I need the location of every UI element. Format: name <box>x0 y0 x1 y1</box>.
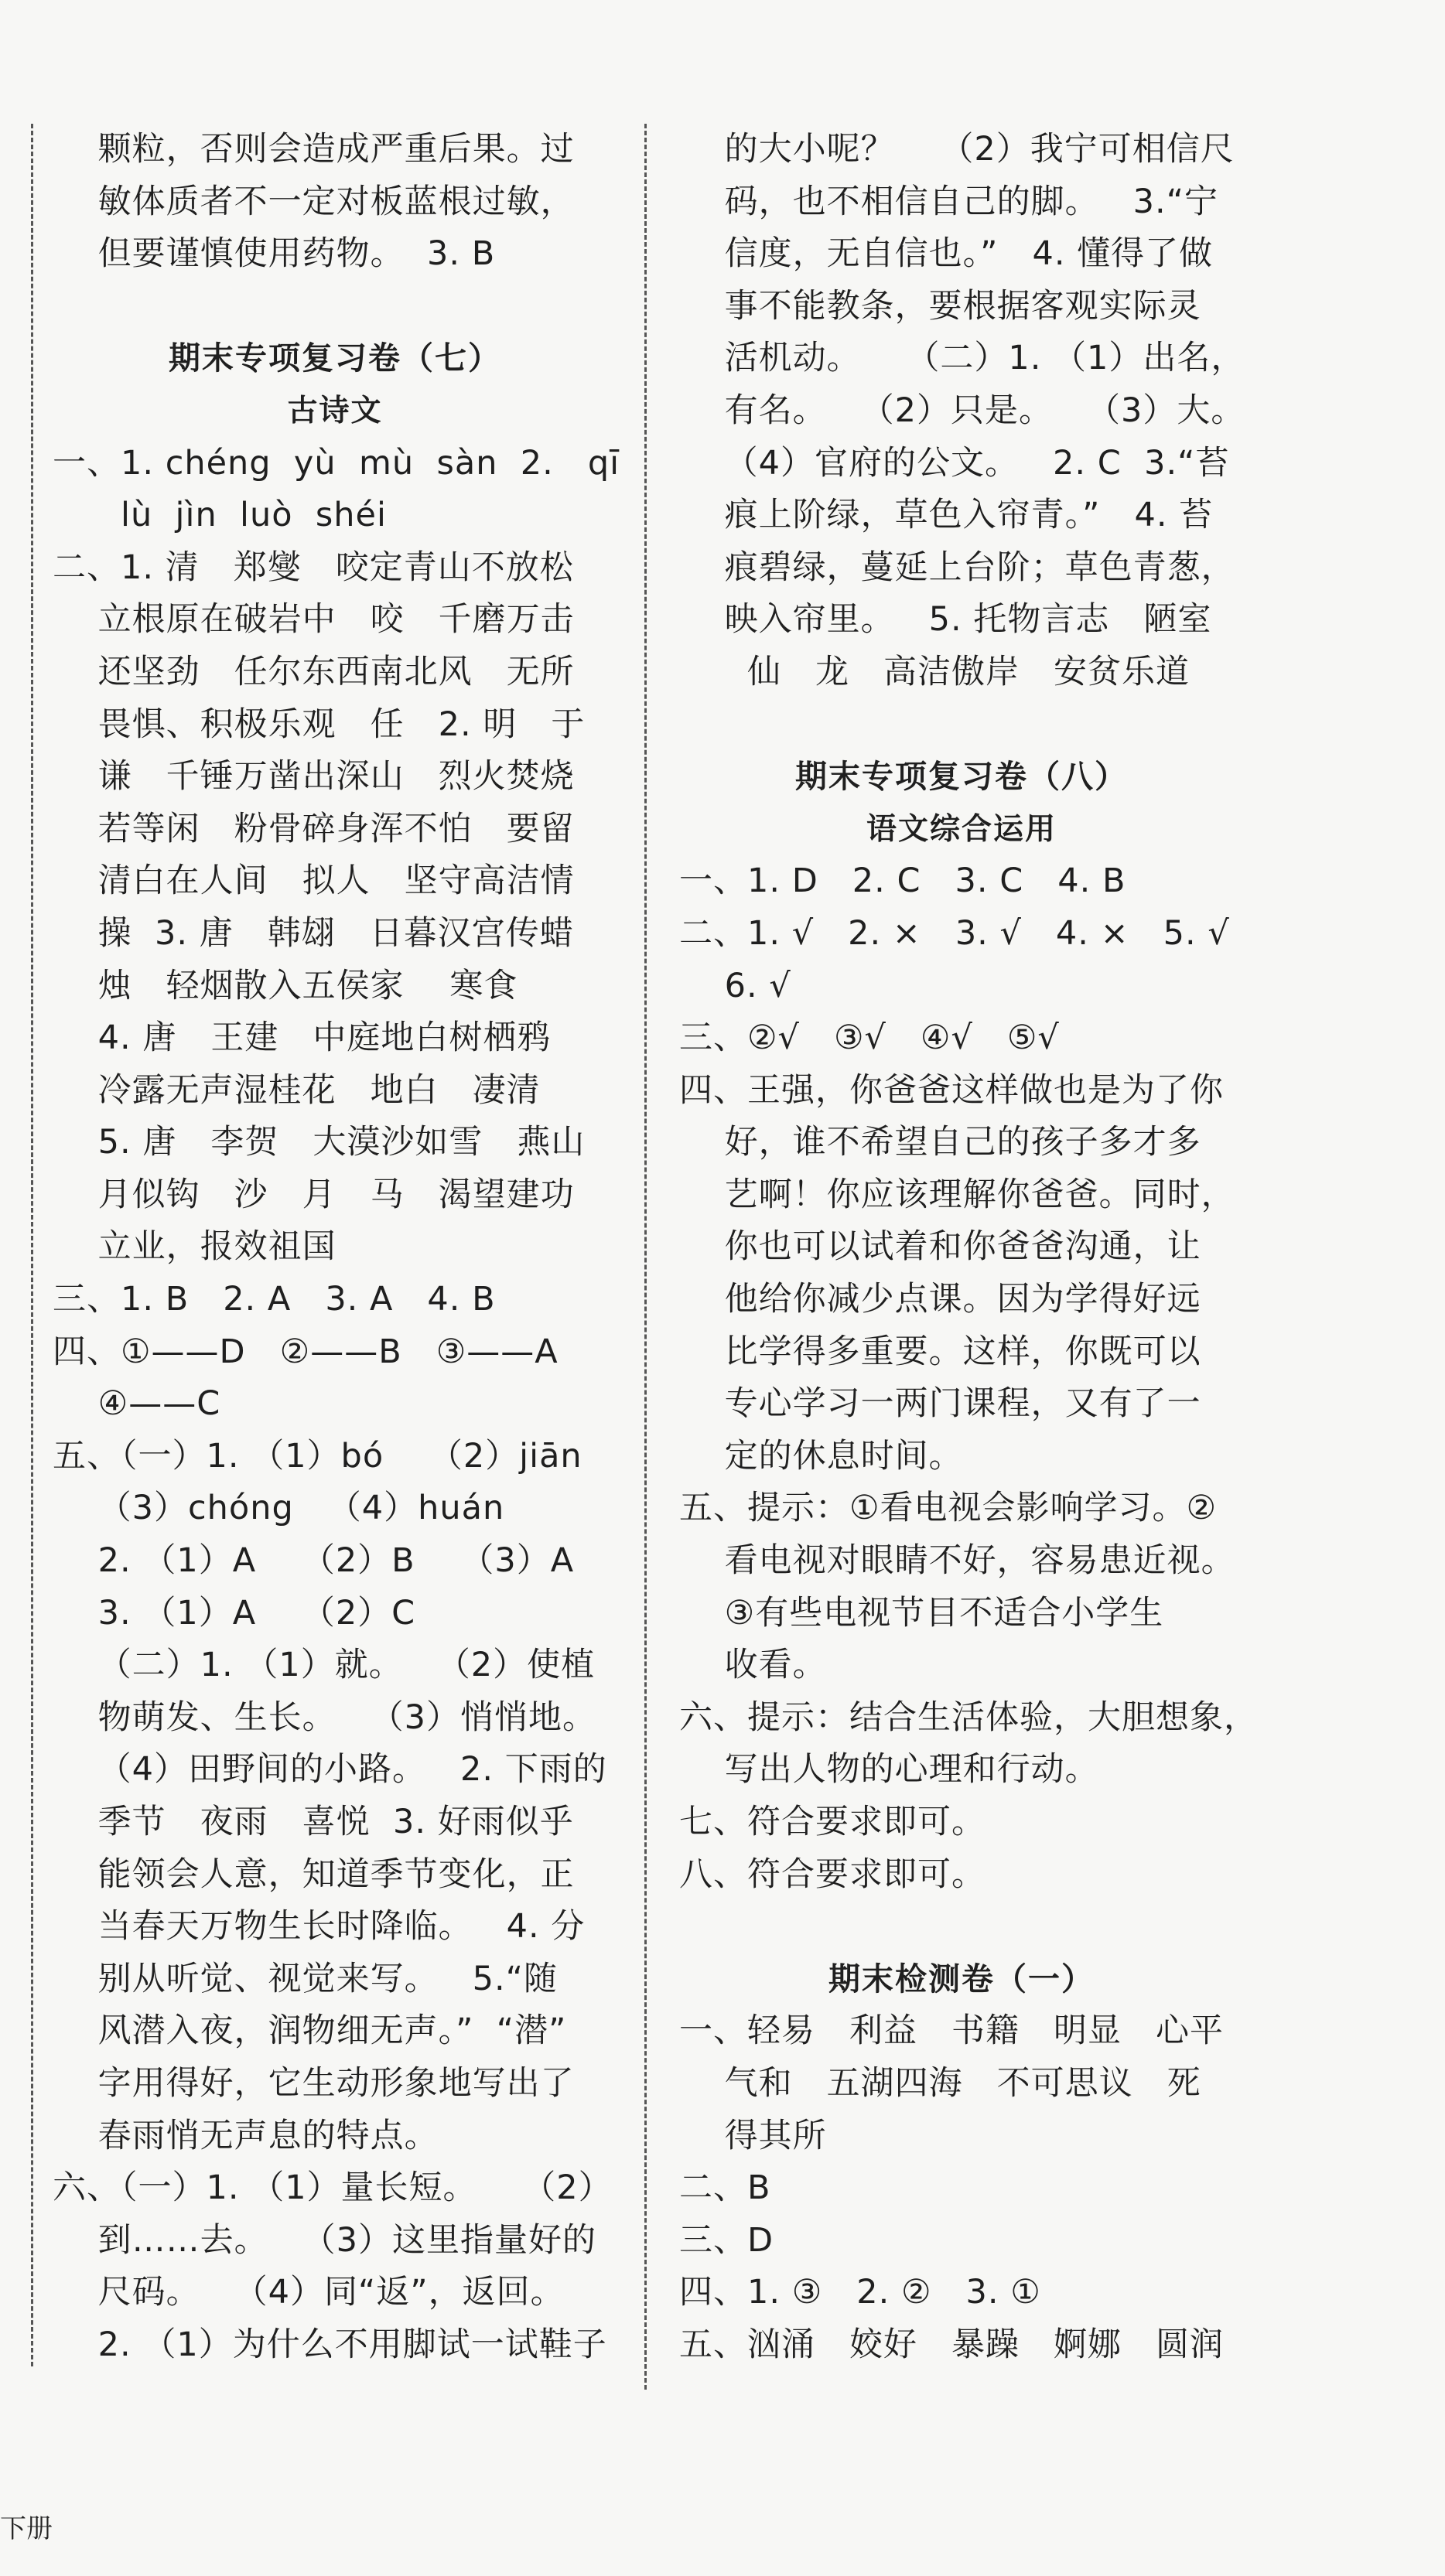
answer-line: ③有些电视节目不适合小学生 <box>679 1593 1164 1633</box>
column-divider <box>644 124 647 2390</box>
answer-line: 写出人物的心理和行动。 <box>679 1750 1099 1790</box>
answer-line: 当春天万物生长时降临。 4. 分 <box>53 1907 586 1947</box>
answer-line: 5. 唐 李贺 大漠沙如雪 燕山 <box>53 1123 586 1162</box>
answer-line: 八、符合要求即可。 <box>679 1854 986 1894</box>
answer-line: 五、（一）1. （1）bó （2）jiān <box>53 1436 582 1476</box>
answer-line: 三、1. B 2. A 3. A 4. B <box>53 1280 496 1319</box>
cut-line <box>31 124 33 2366</box>
answer-line: 到……去。 （3）这里指量好的 <box>53 2220 597 2260</box>
answer-line: 二、1. √ 2. × 3. √ 4. × 5. √ <box>679 913 1230 953</box>
spacer <box>53 281 617 333</box>
answer-line: 烛 轻烟散入五侯家 寒食 <box>53 966 518 1005</box>
left-column <box>53 124 620 2372</box>
section-title: 期末专项复习卷（七） <box>169 339 501 377</box>
answer-line: 五、提示：①看电视会影响学习。② <box>679 1489 1218 1528</box>
answer-line: 尺码。 （4）同“返”，返回。 <box>53 2273 565 2312</box>
answer-line: 痕碧绿，蔓延上台阶；草色青葱， <box>679 548 1235 587</box>
answer-line: 仙 龙 高洁傲岸 安贫乐道 <box>679 652 1191 691</box>
answer-line: 二、1. 清 郑燮 咬定青山不放松 <box>53 548 574 587</box>
answer-line: 字用得好，它生动形象地写出了 <box>53 2063 575 2103</box>
answer-line: 信度，无自信也。” 4. 懂得了做 <box>679 234 1214 274</box>
answer-line: 操 3. 唐 韩翃 日暮汉宫传蜡 <box>53 913 574 953</box>
answer-line: 一、轻易 利益 书籍 明显 心平 <box>679 2011 1225 2051</box>
answer-line: 气和 五湖四海 不可思议 死 <box>679 2063 1201 2103</box>
answer-line: 三、D <box>679 2220 774 2260</box>
section-subtitle: 语文综合运用 <box>866 811 1057 847</box>
answer-line: 物萌发、生长。 （3）悄悄地。 <box>53 1697 597 1737</box>
answer-line: 有名。 （2）只是。 （3）大。 <box>679 391 1245 430</box>
answer-line: 事不能教条，要根据客观实际灵 <box>679 286 1201 326</box>
answer-line: 立根原在破岩中 咬 千磨万击 <box>53 600 575 640</box>
section-title: 期末检测卷（一） <box>828 1960 1095 1998</box>
answer-line: 六、提示：结合生活体验，大胆想象， <box>679 1697 1258 1737</box>
answer-line: （3）chóng （4）huán <box>53 1489 505 1528</box>
answer-line: 敏体质者不一定对板蓝根过敏， <box>53 182 575 221</box>
answer-line: 但要谨慎使用药物。 3. B <box>53 234 496 274</box>
answer-line: 收看。 <box>679 1646 827 1685</box>
answer-line: 风潜入夜，润物细无声。” “潜” <box>53 2011 567 2051</box>
answer-line: 好，谁不希望自己的孩子多才多 <box>679 1123 1201 1162</box>
answer-line: 活机动。 （二）1. （1）出名， <box>679 339 1245 378</box>
answer-line: 4. 唐 王建 中庭地白树栖鸦 <box>53 1018 552 1058</box>
answer-line: 四、①——D ②——B ③——A <box>53 1332 559 1371</box>
answer-line: 定的休息时间。 <box>679 1436 963 1476</box>
answer-line: 六、（一）1. （1）量长短。 （2） <box>53 2168 613 2208</box>
answer-line: 他给你减少点课。因为学得好远 <box>679 1280 1201 1319</box>
answer-line: 谦 千锤万凿出深山 烈火焚烧 <box>53 757 575 797</box>
answer-line: 四、1. ③ 2. ② 3. ① <box>679 2273 1041 2312</box>
answer-line: 3. （1）A （2）C <box>53 1593 416 1633</box>
spacer <box>679 1901 1244 1953</box>
answer-line: 映入帘里。 5. 托物言志 陋室 <box>679 600 1212 640</box>
answer-line: 一、1. chéng yù mù sàn 2. qī <box>53 443 620 483</box>
answer-line: 七、符合要求即可。 <box>679 1803 986 1841</box>
answer-line: 2. （1）为什么不用脚试一试鞋子 <box>53 2325 607 2364</box>
answer-line: 码，也不相信自己的脚。 3.“宁 <box>679 182 1218 221</box>
answer-line: 的大小呢？ （2）我宁可相信尺 <box>679 130 1235 169</box>
answer-line: 你也可以试着和你爸爸沟通，让 <box>679 1227 1201 1267</box>
answer-line: ④——C <box>53 1384 221 1424</box>
answer-line: 季节 夜雨 喜悦 3. 好雨似乎 <box>53 1803 574 1841</box>
answer-line: 月似钩 沙 月 马 渴望建功 <box>53 1175 575 1214</box>
answer-line: 若等闲 粉骨碎身浑不怕 要留 <box>53 809 575 848</box>
answer-line: 冷露无声湿桂花 地白 凄清 <box>53 1070 541 1110</box>
answer-line: 清白在人间 拟人 坚守高洁情 <box>53 862 575 901</box>
right-column <box>679 124 1258 2372</box>
answer-line: 艺啊！你应该理解你爸爸。同时， <box>679 1175 1235 1214</box>
answer-line: （4）官府的公文。 2. C 3.“苔 <box>679 443 1230 483</box>
answer-line: （二）1. （1）就。 （2）使植 <box>53 1646 596 1685</box>
answer-line: 能领会人意，知道季节变化，正 <box>53 1854 575 1894</box>
answer-line: 四、王强，你爸爸这样做也是为了你 <box>679 1070 1224 1110</box>
answer-line: 颗粒，否则会造成严重后果。过 <box>53 130 575 169</box>
answer-line: 一、1. D 2. C 3. C 4. B <box>679 862 1126 901</box>
answer-line: 二、B <box>679 2168 771 2208</box>
answer-line: 五、汹涌 姣好 暴躁 婀娜 圆润 <box>679 2325 1225 2364</box>
answer-line: （4）田野间的小路。 2. 下雨的 <box>53 1750 607 1790</box>
answer-line: 三、②√ ③√ ④√ ⑤√ <box>679 1018 1060 1058</box>
page-footer: 下册 <box>0 2513 53 2544</box>
answer-line: lù jìn luò shéi <box>53 496 387 535</box>
answer-line: 6. √ <box>679 966 791 1005</box>
answer-line: 春雨悄无声息的特点。 <box>53 2116 439 2155</box>
section-title: 期末专项复习卷（八） <box>795 758 1128 796</box>
answer-line: 还坚劲 任尔东西南北风 无所 <box>53 652 575 691</box>
answer-line: 得其所 <box>679 2116 827 2155</box>
answer-line: 痕上阶绿，草色入帘青。” 4. 苔 <box>679 496 1214 535</box>
spacer <box>679 699 1244 752</box>
answer-line: 2. （1）A （2）B （3）A <box>53 1541 575 1581</box>
answer-line: 比学得多重要。这样，你既可以 <box>679 1332 1201 1371</box>
answer-line: 别从听觉、视觉来写。 5.“随 <box>53 1959 558 1998</box>
section-subtitle: 古诗文 <box>287 393 383 428</box>
answer-line: 畏惧、积极乐观 任 2. 明 于 <box>53 705 586 744</box>
answer-line: 看电视对眼睛不好，容易患近视。 <box>679 1541 1235 1581</box>
answer-line: 专心学习一两门课程，又有了一 <box>679 1384 1201 1424</box>
answer-line: 立业，报效祖国 <box>53 1227 336 1267</box>
